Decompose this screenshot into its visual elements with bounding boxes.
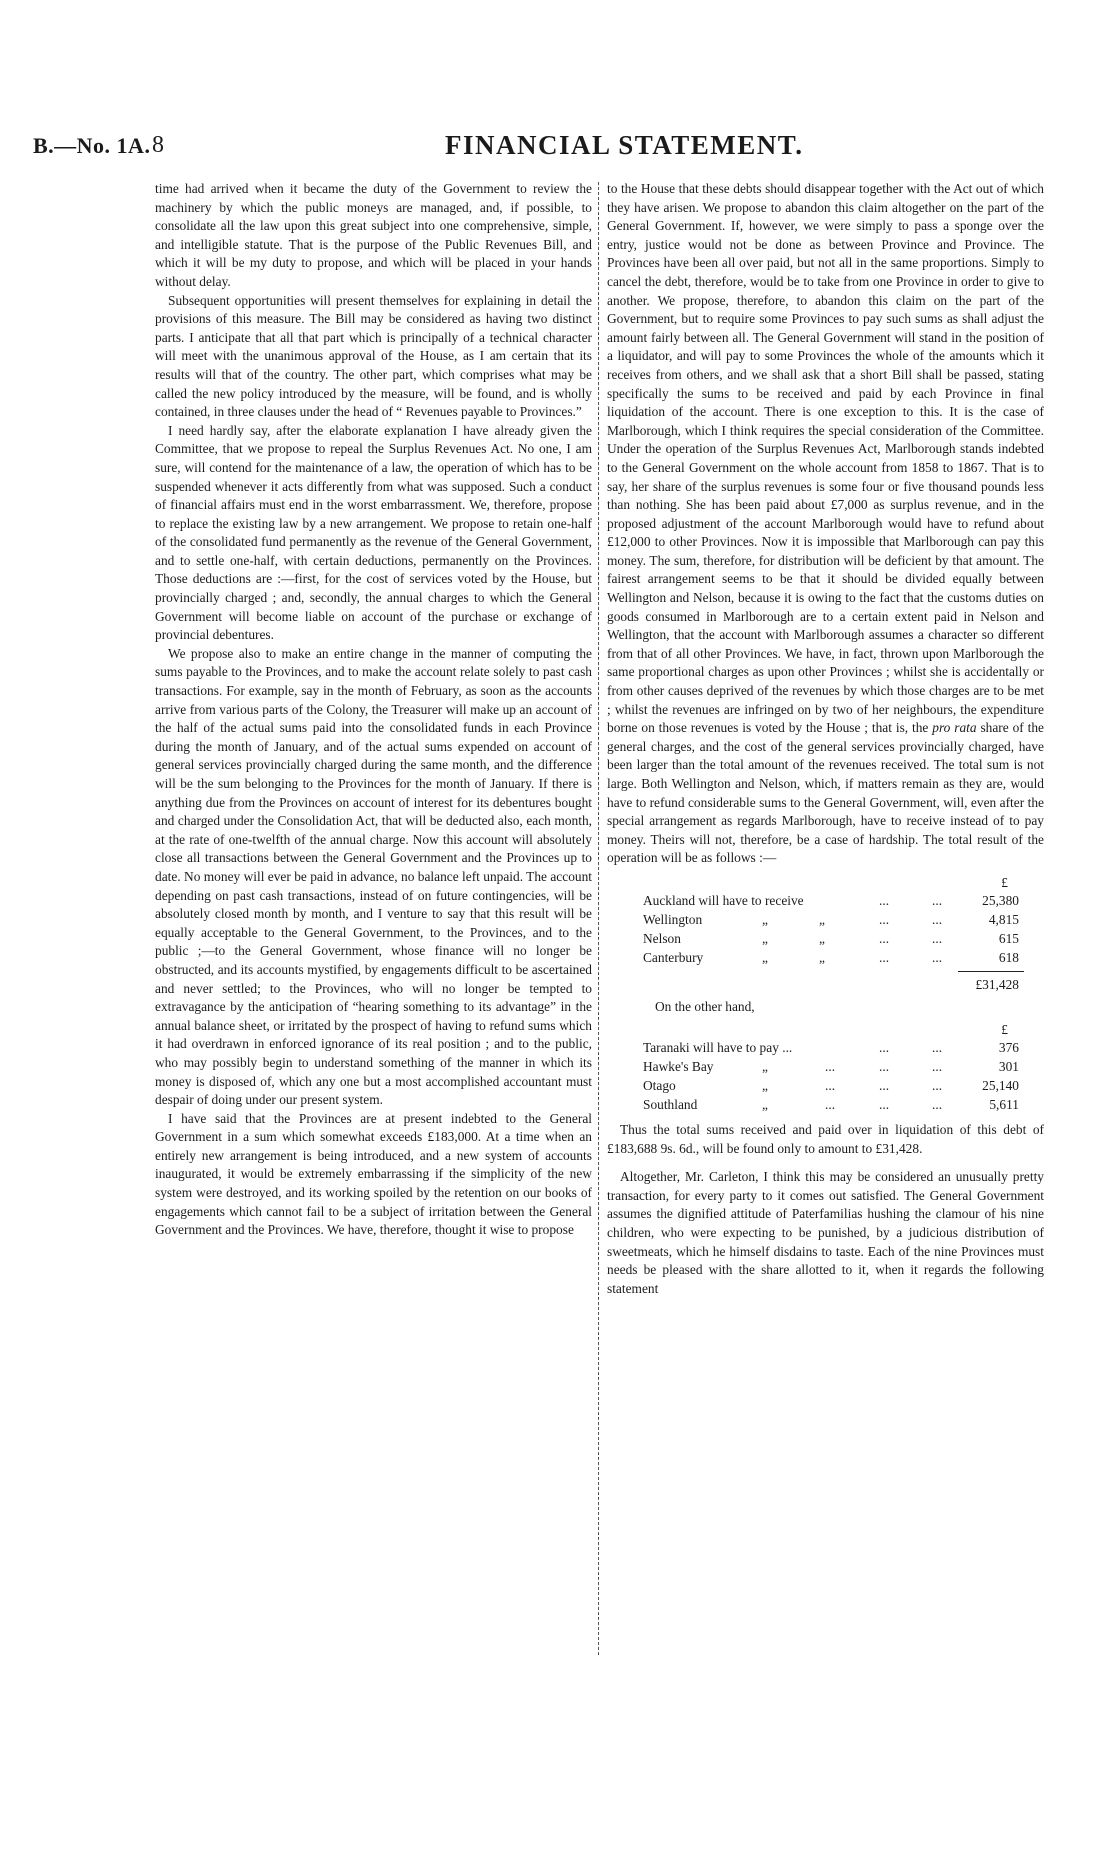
amount: 4,815 xyxy=(988,911,1019,927)
table-row xyxy=(607,949,1044,968)
amount: 5,611 xyxy=(989,1096,1019,1112)
left-column xyxy=(155,180,592,1240)
table-row xyxy=(607,1039,1044,1058)
document-reference: B.—No. 1A. xyxy=(33,133,151,158)
leader-dots: ... xyxy=(825,1058,836,1074)
leader-dots: ... xyxy=(879,1077,890,1093)
paragraph: Altogether, Mr. Carleton, I think this may be considered an unusually pretty transaction, for every party to it comes out satisfied. The General Government assumes the dignified attitude of Paterfamilias hushing the clamour of his nine children, who were expecting to be punished, by a judicious distribution of sweetmeats, which he himself disdains to taste. Each of the nine Provinces must needs be pleased with the share allotted to it, when it regards the following statement xyxy=(607,1169,1044,1296)
paragraph: time had arrived when it became the duty of the Government to review the machinery by which the public moneys are managed, and, if possible, to consolidate all the law upon this great subject into one comprehensive, simple, and intelligible statute. That is the purpose of the Public Revenues Bill, and which it will be my duty to propose, and which will be placed in your hands without delay. xyxy=(155,181,592,289)
paragraph-text: share of the general charges, and the cost of the general services provincially charged, have been larger than the total amount of the revenues received. The total sum is not large. Both Wellington and Nelson, which, if matters remain as they are, would have to refund considerable sums to the General Government, will, even after the special arrangement as regards Marlborough, have to receive instead of to pay money. Theirs will not, therefore, be a case of hardship. The total result of the operation will be as follows :— xyxy=(607,720,1044,866)
page-number: 8 xyxy=(152,132,164,158)
province-name: Auckland will have to receive xyxy=(643,892,804,908)
paragraph xyxy=(607,180,1044,868)
table-row xyxy=(607,1077,1044,1096)
total-rule xyxy=(607,968,1044,976)
leader-dots: ... xyxy=(825,1096,836,1112)
page-title: FINANCIAL STATEMENT. xyxy=(445,130,804,160)
ditto-mark: „ xyxy=(762,911,768,927)
other-hand-note xyxy=(607,995,1044,1017)
leader-dots: ... xyxy=(879,1039,890,1055)
paragraph: I have said that the Provinces are at present indebted to the General Government in a sum which somewhat exceeds £183,000. At a time when an entirely new arrangement is being introduced, and a new system of accounts inaugurated, it would be extremely embarrassing if the simplicity of the new system were destroyed, and its working spoiled by the retention on our books of engagements which cannot fail to be a subject of irritation between the General Government and the Provinces. We have, therefore, thought it wise to propose xyxy=(155,1110,592,1238)
ditto-mark: „ xyxy=(762,1096,768,1112)
liquidation-table xyxy=(607,874,1044,1115)
amount: 618 xyxy=(998,949,1019,965)
currency-header xyxy=(607,874,1044,892)
paragraph: We propose also to make an entire change in the manner of computing the sums payable to the Provinces, and to make the account relate solely to past cash transactions. For example, say in the month of February, as soon as the accounts arrive from various parts of the Colony, the Treasurer will make up an account of the half of the actual sums paid into the consolidated funds in each Province during the month of January, and of the actual sums expended on account of general services provincially charged during the same month, and the difference will be the sum belonging to the Provinces for the month of January. If there is anything due from the Provinces on account of interest for its debentures bought and charged under the Consolidation Act, that will be deducted also, each month, at the rate of one-twelfth of the annual charge. Now this account will absolutely close all transactions between the General Government and the Provinces up to date. No money will ever be paid in advance, no balance left unpaid. The account depending on past cash transactions, instead of on future contingencies, will be absolutely closed month by month, and I venture to say that this result will be equally acceptable to the General Government, to the Provinces, and to the public ;—to the General Government, whose finance will no longer be obstructed, and its accounts mystified, by engagements difficult to be ascertained and never settled; to the Provinces, who will no longer be tempted to extravagance by the anticipation of “hearing something to its advantage” in the annual balance sheet, or irritated by the prospect of having to refund sums which it had overdrawn in enforced ignorance of its real position ; and to the public, who may possibly begin to understand something of the manner in which its money is disposed of, which any one but a most accomplished accountant must despair of doing under our present system. xyxy=(155,645,592,1108)
leader-dots: ... xyxy=(825,1077,836,1093)
table-row xyxy=(607,911,1044,930)
leader-dots: ... xyxy=(879,892,890,908)
receive-total: £31,428 xyxy=(975,976,1019,992)
leader-dots: ... xyxy=(879,911,890,927)
currency-symbol: £ xyxy=(1001,874,1008,890)
table-row xyxy=(607,1096,1044,1115)
table-row xyxy=(607,892,1044,911)
leader-dots: ... xyxy=(932,949,943,965)
table-row xyxy=(607,930,1044,949)
table-row xyxy=(607,1058,1044,1077)
leader-dots: ... xyxy=(932,911,943,927)
province-name: Taranaki will have to pay ... xyxy=(643,1039,793,1055)
leader-dots: ... xyxy=(932,892,943,908)
currency-symbol: £ xyxy=(1001,1021,1008,1037)
ditto-mark: „ xyxy=(762,930,768,946)
province-name: Southland xyxy=(643,1096,698,1112)
ditto-mark: „ xyxy=(819,949,825,965)
pay-rows xyxy=(607,1039,1044,1115)
other-hand-text: On the other hand, xyxy=(655,998,755,1014)
receive-rows xyxy=(607,892,1044,968)
receive-total-row xyxy=(607,976,1044,995)
leader-dots: ... xyxy=(932,1077,943,1093)
amount: 376 xyxy=(998,1039,1019,1055)
ditto-mark: „ xyxy=(819,930,825,946)
province-name: Wellington xyxy=(643,911,703,927)
currency-header xyxy=(607,1021,1044,1039)
amount: 301 xyxy=(998,1058,1019,1074)
amount: 25,140 xyxy=(982,1077,1019,1093)
province-name: Canterbury xyxy=(643,949,704,965)
leader-dots: ... xyxy=(932,1096,943,1112)
leader-dots: ... xyxy=(879,1096,890,1112)
leader-dots: ... xyxy=(879,1058,890,1074)
ditto-mark: „ xyxy=(819,911,825,927)
paragraph-text: to the House that these debts should disappear together with the Act out of which they have arisen. We propose to abandon this claim altogether on the part of the General Government. If, however, we were simply to pass a sponge over the entry, justice would not be done as between Province and Province. The Provinces have been all over paid, but not all in the same proportions. Simply to cancel the debt, therefore, would be to take from one Province in order to give to another. We propose, therefore, to abandon this claim on the part of the Government, but to require some Provinces to pay such sums as shall adjust the amount fairly between all. The General Government will stand in the position of a liquidator, and will pay to some Provinces the whole of the amounts which it receives from others, and we shall ask that a short Bill shall be passed, stating specifically the sums to be received and paid by each Province in final liquidation of the account. There is one exception to this. It is the case of Marlborough, which I think requires the special consideration of the Committee. Under the operation of the Surplus Revenues Act, Marlborough stands indebted to the General Government on the whole account from 1858 to 1867. That is to say, her share of the surplus revenues is some four or five thousand pounds less than nothing. She has been paid about £7,000 as surplus revenue, and in the proposed adjustment of the account Marlborough would have to refund about £12,000 to other Provinces. Now it is impossible that Marlborough can pay this money. The sum, therefore, for distribution will be deficient by that amount. The fairest arrangement seems to be that it should be divided equally between Wellington and Nelson, because it is owing to the fact that the customs duties on goods consumed in Marlborough are to a certain extent paid in Nelson and Wellington, that the account with Marlborough assumes a character so different from that of all other Provinces. We have, in fact, thrown upon Marlborough the same proportional charges as upon other Provinces ; whilst she is accidentally or from other causes deprived of the revenues by which those charges are to be met ; whilst the revenues are infringed on by two of her neighbours, the expenditure borne on those revenues is voted by the House ; that is, the xyxy=(607,181,1044,736)
leader-dots: ... xyxy=(932,1039,943,1055)
pro-rata-text: pro rata xyxy=(932,720,977,736)
leader-dots: ... xyxy=(879,930,890,946)
paragraph: Subsequent opportunities will present themselves for explaining in detail the provisions of this measure. The Bill may be considered as having two distinct parts. I anticipate that all that part which is principally of a technical character will meet with the unanimous approval of the House, as I am certain that its results will that of the country. The other part, which comprises what may be called the new policy introduced by the measure, will be found, and is wholly contained, in three clauses under the head of “ Revenues payable to Provinces.” xyxy=(155,292,592,420)
province-name: Otago xyxy=(643,1077,676,1093)
province-name: Nelson xyxy=(643,930,681,946)
paragraph: Thus the total sums received and paid over in liquidation of this debt of £183,688 9s. 6d., will be found only to amount to £31,428. xyxy=(607,1121,1044,1156)
leader-dots: ... xyxy=(879,949,890,965)
right-column xyxy=(607,180,1044,1298)
amount: 25,380 xyxy=(982,892,1019,908)
leader-dots: ... xyxy=(932,1058,943,1074)
province-name: Hawke's Bay xyxy=(643,1058,714,1074)
ditto-mark: „ xyxy=(762,1077,768,1093)
ditto-mark: „ xyxy=(762,949,768,965)
ditto-mark: „ xyxy=(762,1058,768,1074)
amount: 615 xyxy=(998,930,1019,946)
column-divider xyxy=(598,182,600,1655)
paragraph: I need hardly say, after the elaborate explanation I have already given the Committee, that we propose to repeal the Surplus Revenues Act. No one, I am sure, will contend for the maintenance of a law, the operation of which has to be suspended whenever it acts differently from what was supposed. Such a conduct of financial affairs must end in the worst embarrassment. We, therefore, propose to replace the existing law by a new arrangement. We propose to retain one-half of the consolidated fund permanently as the revenue of the General Government, and to settle one-half, with certain deductions, permanently on the Provinces. Those deductions are :—first, for the cost of services voted by the House, but provincially charged ; and, secondly, the annual charges to which the General Government will become liable on account of the purchase or exchange of provincial debentures. xyxy=(155,422,592,643)
leader-dots: ... xyxy=(932,930,943,946)
